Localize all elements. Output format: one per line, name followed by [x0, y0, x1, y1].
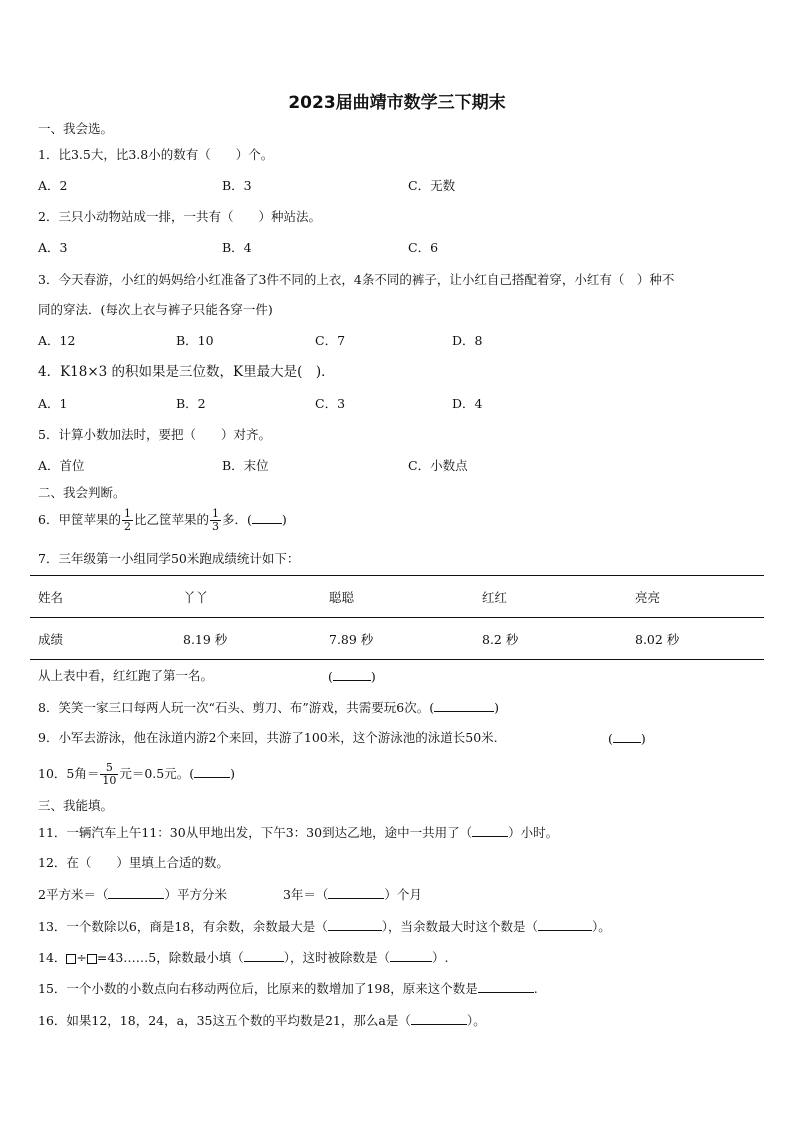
q10-text-part-2: 元＝0.5元。( [119, 766, 195, 781]
table-cell: 8.2 秒 [474, 618, 627, 660]
q3-option-d: D．8 [452, 333, 483, 348]
question-16 [38, 1012, 486, 1029]
q13-text-part-3: ）。 [592, 919, 611, 934]
table-cell: 姓名 [30, 576, 175, 618]
table-cell: 红红 [474, 576, 627, 618]
question-15 [38, 980, 538, 997]
q12-item-2-blank[interactable] [328, 886, 384, 899]
q9-bracket-open: ( [608, 731, 613, 746]
q15-text: 15．一个小数的小数点向右移动两位后，比原来的数增加了198，原来这个数是 [38, 981, 478, 996]
question-3-line-1: 3．今天春游，小红的妈妈给小红准备了3件不同的上衣，4条不同的裤子，让小红自己搭配着穿，小红有（ ）种不 [38, 272, 675, 287]
table-row-header [30, 576, 764, 618]
q12-item-1-blank[interactable] [108, 886, 164, 899]
table-cell: 聪聪 [321, 576, 474, 618]
q1-option-b: B．3 [222, 178, 252, 193]
question-6 [38, 506, 287, 534]
page-title: 2023届曲靖市数学三下期末 [288, 93, 506, 113]
q10-answer-blank[interactable] [194, 765, 230, 778]
q9-bracket-close: ) [640, 731, 646, 746]
q6-answer-blank[interactable] [252, 511, 282, 524]
q11-text-end: ）小时。 [508, 825, 559, 840]
table-cell: 7.89 秒 [321, 618, 474, 660]
q15-text-end: . [533, 981, 538, 996]
q6-text-part-4: ) [281, 512, 287, 527]
q14-divide-sign: ÷ [76, 950, 87, 965]
table-cell: 8.19 秒 [175, 618, 321, 660]
q6-text-part-2: 比乙筐苹果的 [133, 512, 209, 527]
question-5: 5．计算小数加法时，要把（ ）对齐。 [38, 427, 271, 442]
question-9: 9．小军去游泳，他在泳道内游2个来回，共游了100米，这个游泳池的泳道长50米. [38, 730, 498, 745]
q2-option-b: B．4 [222, 240, 252, 255]
q4-option-a: A．1 [38, 396, 68, 411]
question-13 [38, 918, 611, 935]
q8-text: 8．笑笑一家三口每两人玩一次“石头、剪刀、布”游戏，共需要玩6次。( [38, 700, 435, 715]
q2-option-c: C．6 [408, 240, 439, 255]
q3-option-a: A．12 [38, 333, 76, 348]
q7-bracket-open: ( [328, 669, 333, 684]
q10-fraction [100, 762, 118, 787]
q11-text: 11．一辆汽车上午11：30从甲地出发，下午3：30到达乙地，途中一共用了（ [38, 825, 473, 840]
q5-option-a: A．首位 [38, 458, 85, 473]
q6-fraction-1-denominator: 2 [123, 520, 131, 533]
q6-fraction-1-numerator: 1 [123, 507, 131, 520]
question-12: 12．在（ ）里填上合适的数。 [38, 855, 229, 870]
question-12-items [38, 886, 422, 903]
question-14 [38, 949, 448, 966]
q7-answer-blank[interactable] [333, 668, 371, 681]
q9-answer-blank[interactable] [613, 730, 641, 743]
q14-answer-blank-1[interactable] [244, 949, 284, 962]
q13-answer-blank-1[interactable] [328, 918, 382, 931]
question-8 [38, 699, 499, 716]
q10-fraction-numerator: 5 [100, 762, 118, 775]
q7-answer-bracket [328, 668, 376, 685]
q15-answer-blank[interactable] [478, 980, 534, 993]
q13-text-part-2: ），当余数最大时这个数是（ [381, 919, 539, 934]
results-table [30, 575, 764, 660]
question-1: 1．比3.5大，比3.8小的数有（ ）个。 [38, 147, 274, 162]
section-heading-choice: 一、我会选。 [38, 121, 114, 136]
q13-answer-blank-2[interactable] [538, 918, 592, 931]
q12-item-2-unit: ）个月 [384, 887, 422, 902]
q14-answer-blank-2[interactable] [390, 949, 432, 962]
q16-text: 16．如果12，18，24，a，35这五个数的平均数是21，那么a是（ [38, 1013, 411, 1028]
q10-fraction-denominator: 10 [102, 774, 117, 787]
q13-text-part-1: 13．一个数除以6，商是18，有余数，余数最大是（ [38, 919, 328, 934]
section-heading-fill: 三、我能填。 [38, 798, 114, 813]
question-7-statement: 从上表中看，红红跑了第一名。 [38, 668, 214, 683]
q14-divisor-box [87, 954, 97, 964]
q5-option-b: B．末位 [222, 458, 269, 473]
section-heading-judge: 二、我会判断。 [38, 485, 126, 500]
q16-answer-blank[interactable] [411, 1012, 467, 1025]
q16-text-end: ）。 [466, 1013, 486, 1028]
q10-text-part-3: ) [230, 766, 236, 781]
table-cell: 丫丫 [175, 576, 321, 618]
q2-option-a: A．3 [38, 240, 68, 255]
table-cell: 8.02 秒 [627, 618, 764, 660]
q12-item-1-text: 2平方米＝（ [38, 887, 109, 902]
q6-text-part-1: 6．甲筐苹果的 [38, 512, 121, 527]
q14-text-part-3: ）. [432, 950, 449, 965]
question-10 [38, 760, 235, 788]
question-4: 4．K18×3 的积如果是三位数，K里最大是( )． [38, 364, 335, 380]
q9-answer-bracket [608, 730, 646, 747]
q10-text-part-1: 10．5角＝ [38, 766, 100, 781]
q14-number: 14． [38, 950, 67, 965]
q8-answer-blank[interactable] [434, 699, 494, 712]
table-cell: 亮亮 [627, 576, 764, 618]
table-cell: 成绩 [30, 618, 175, 660]
q14-text-part-1: =43……5，除数最小填（ [96, 950, 244, 965]
q6-fraction-third [210, 508, 221, 533]
q6-fraction-2-denominator: 3 [211, 520, 219, 533]
q3-option-c: C．7 [315, 333, 346, 348]
q7-bracket-close: ) [370, 669, 376, 684]
q14-text-part-2: ），这时被除数是（ [283, 950, 390, 965]
q8-bracket-close: ) [494, 700, 499, 715]
q12-item-2-text: 3年＝（ [282, 887, 329, 902]
q6-text-part-3: 多．( [221, 512, 252, 527]
q3-option-b: B．10 [176, 333, 214, 348]
q4-option-b: B．2 [176, 396, 206, 411]
question-2: 2．三只小动物站成一排，一共有（ ）种站法。 [38, 209, 321, 224]
q1-option-c: C．无数 [408, 178, 456, 193]
q5-option-c: C．小数点 [408, 458, 468, 473]
q11-answer-blank[interactable] [472, 824, 508, 837]
question-11 [38, 824, 558, 841]
q6-fraction-2-numerator: 1 [211, 507, 219, 520]
question-3-line-2: 同的穿法．(每次上衣与裤子只能各穿一件) [38, 302, 273, 317]
q1-option-a: A．2 [38, 178, 68, 193]
q14-dividend-box [66, 954, 76, 964]
q4-option-d: D．4 [452, 396, 483, 411]
q6-fraction-half [122, 508, 133, 533]
table-row-scores [30, 618, 764, 660]
q12-item-1-unit: ）平方分米 [164, 887, 227, 902]
q4-option-c: C．3 [315, 396, 346, 411]
question-7: 7．三年级第一小组同学50米跑成绩统计如下： [38, 551, 300, 566]
